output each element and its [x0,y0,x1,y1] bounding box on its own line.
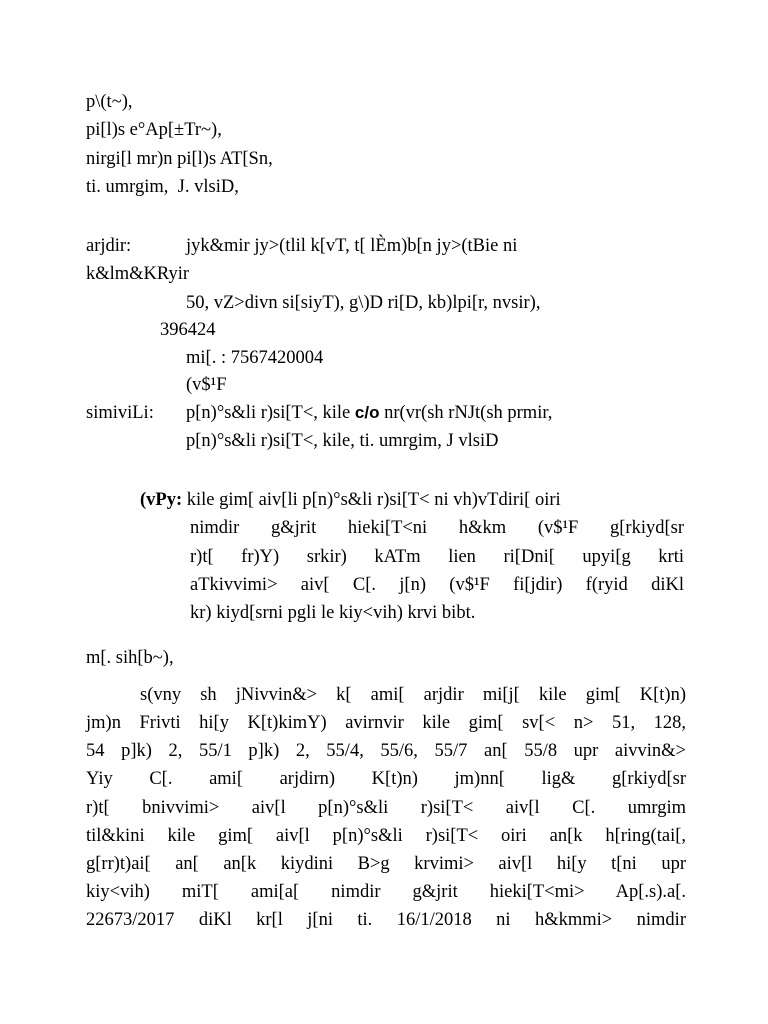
salutation: m[. sih[b~), [86,648,174,668]
subject-paragraph-line-1: (vPy: kile gim[ aiv[li p[n)°s&li r)si[T< ni vh)vTdiri[ oiri [140,490,561,510]
addressee-line-1: p\(t~), [86,92,133,112]
subject-paragraph-line-4: aTkivvimi> aiv[ C[. j[n) (v$¹F fi[jdir) f(ryid diKl [190,575,684,595]
applicant-name: jyk&mir jy>(tlil k[vT, t[ lÈm)b[n jy>(tBie ni [186,236,518,256]
body-line: r)t[ bnivvimi> aiv[l p[n)°s&li r)si[T< aiv[l C[. umrgim [86,798,686,818]
applicant-label: arjdir: [86,236,132,256]
body-line: g[rr)t)ai[ an[ an[k kiydini B>g krvimi> aiv[l hi[y t[ni upr [86,854,686,874]
applicant-address: 50, vZ>divn si[siyT), g\)D ri[D, kb)lpi[r, nvsir), [186,293,541,313]
respondent-line-2: p[n)°s&li r)si[T<, kile, ti. umrgim, J vlsiD [186,431,499,451]
addressee-line-3: nirgi[l mr)n pi[l)s AT[Sn, [86,149,273,169]
respondent-label: simiviLi: [86,403,154,423]
subject-paragraph-line-5: kr) kiyd[srni pgli le kiy<vih) krvi bibt. [190,603,476,623]
body-line: jm)n Frivti hi[y K[t)kimY) avirnvir kile gim[ sv[< n> 51, 128, [86,713,686,733]
care-of-abbrev: c/o [354,403,380,422]
respondent-line-1: p[n)°s&li r)si[T<, kile c/o nr(vr(sh rNJt(sh prmir, [186,403,553,423]
addressee-line-2: pi[l)s e°Ap[±Tr~), [86,120,222,140]
body-line: til&kini kile gim[ aiv[l p[n)°s&li r)si[T< oiri an[k h[ring(tai[, [86,826,686,846]
applicant-pincode: 396424 [160,320,216,340]
subject-paragraph-line-2: nimdir g&jrit hieki[T<ni h&km (v$¹F g[rkiyd[sr [190,518,684,538]
addressee-line-4: ti. umrgim, J. vlsiD, [86,177,239,197]
body-line: 22673/2017 diKl kr[l j[ni ti. 16/1/2018 ni h&kmmi> nimdir [86,910,686,930]
applicant-role: (v$¹F [186,375,227,395]
body-line: kiy<vih) miT[ ami[a[ nimdir g&jrit hieki[T<mi> Ap[.s).a[. [86,882,686,902]
applicant-title: k&lm&KRyir [86,264,190,284]
applicant-mobile: mi[. : 7567420004 [186,348,324,368]
body-line: 54 p]k) 2, 55/1 p]k) 2, 55/4, 55/6, 55/7 an[ 55/8 upr aivvin&> [86,741,686,761]
body-line: s(vny sh jNivvin&> k[ ami[ arjdir mi[j[ kile gim[ K[t)n) [140,685,686,705]
body-line: Yiy C[. ami[ arjdirn) K[t)n) jm)nn[ lig& g[rkiyd[sr [86,769,686,789]
subject-label: (vPy: [140,490,183,510]
subject-paragraph-line-3: r)t[ fr)Y) srkir) kATm lien ri[Dni[ upyi[g krti [190,547,684,567]
